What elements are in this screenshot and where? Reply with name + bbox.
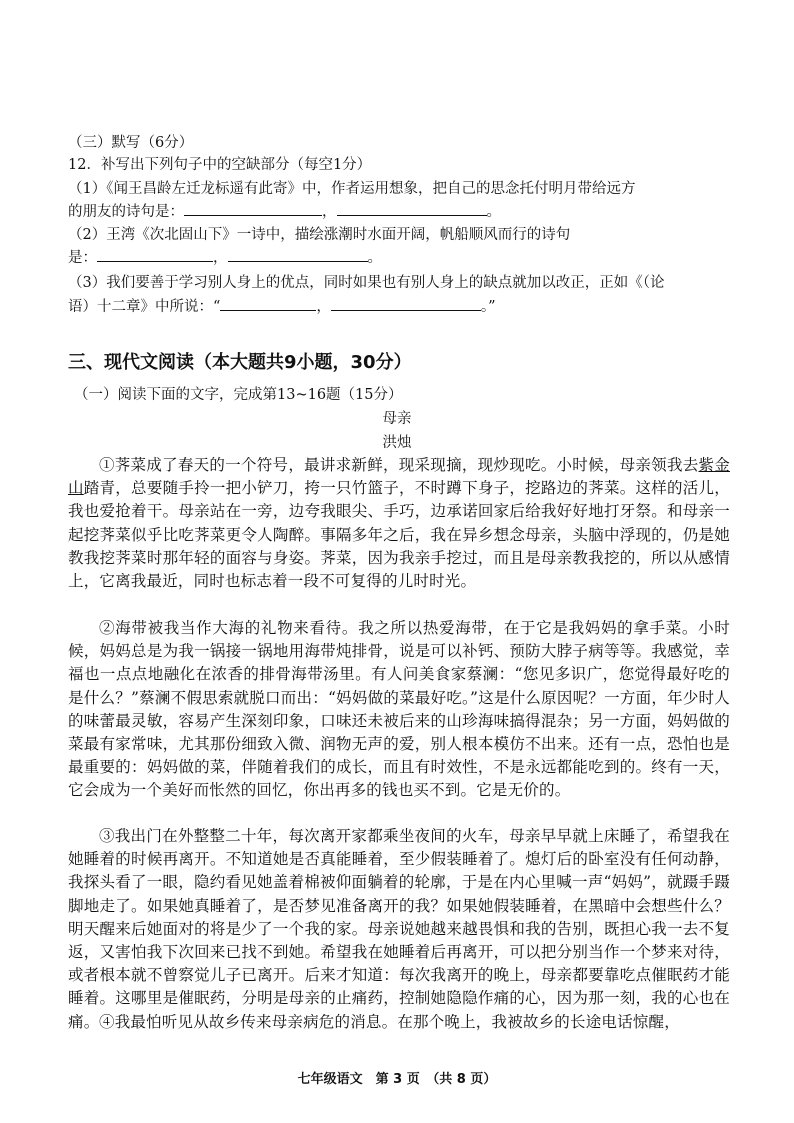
paragraph-2: ②海带被我当作大海的礼物来看待。我之所以热爱海带，在于它是我妈妈的拿手菜。小时候，妈妈总是为我一锅接一锅地用海带炖排骨，说是可以补钙、预防大脖子病等等。我感觉，幸福也一点点地融化在浓香的排骨海带汤里。有人问美食家蔡澜：“您见多识广，您觉得最好吃的是什么？”蔡澜不假思索就脱口而出：“妈妈做的菜最好吃。”这是什么原因呢？一方面，年少时人的味蕾最灵敏，容易产生深刻印象，口味还未被后来的山珍海味搞得混杂；另一方面，妈妈做的菜最有家常味，尤其那份细致入微、润物无声的爱，别人根本模仿不出来。还有一点，恐怕也是最重要的：妈妈做的菜，伴随着我们的成长，而且有时效性，不是永远都能吃到的。终有一天，它会成为一个美好而怅然的回忆，你出再多的钱也买不到。它是无价的。 bbox=[68, 619, 730, 800]
item3-line2 bbox=[68, 296, 728, 318]
comma: ， bbox=[322, 204, 337, 220]
article-author: 洪烛 bbox=[382, 435, 412, 451]
answer-blank[interactable] bbox=[97, 247, 213, 262]
reading-instruction: （一）阅读下面的文字，完成第13~16题（15分） bbox=[74, 387, 403, 403]
dictation-heading: （三）默写（6分） bbox=[68, 135, 194, 151]
item3-prompt: 语）十二章》中所说：“ bbox=[68, 299, 221, 315]
article-title: 母亲 bbox=[382, 411, 412, 427]
page-footer: 七年级语文 第 3 页 （共 8 页） bbox=[297, 1072, 497, 1087]
section-title: 三、现代文阅读（本大题共9小题，30分） bbox=[68, 352, 412, 373]
paragraph-1 bbox=[68, 454, 730, 593]
item2-line1: （2）王湾《次北固山下》一诗中，描绘涨潮时水面开阔，帆船顺风而行的诗句 bbox=[68, 227, 571, 243]
item2-prompt: 是： bbox=[68, 250, 97, 266]
period: 。 bbox=[486, 204, 501, 220]
answer-blank[interactable] bbox=[337, 201, 487, 216]
paragraph-4: ④我最怕听见从故乡传来母亲病危的消息。在那个晚上，我被故乡的长途电话惊醒， bbox=[99, 1013, 680, 1031]
item2-line2 bbox=[68, 247, 728, 269]
close-quote: 。” bbox=[480, 299, 496, 315]
place-name: 紫金山 bbox=[68, 456, 730, 498]
paragraph-1-start: ①荠菜成了春天的一个符号，最讲求新鲜，现采现摘，现炒现吃。小时候，母亲领我去 bbox=[99, 456, 699, 474]
paragraph-1-rest: 踏青，总要随手拎一把小铲刀，挎一只竹篮子，不时蹲下身子，挖路边的荠菜。这样的活儿，我也爱抢着干。母亲站在一旁，边夸我眼尖、手巧，边承诺回家后给我好好地打牙祭。和母亲一起挖荠菜似乎比吃荠菜更令人陶醉。事隔多年之后，我在异乡想念母亲，头脑中浮现的，仍是她教我挖荠菜时那年轻的面容与身姿。荠菜，因为我亲手挖过，而且是母亲教我挖的，所以从感情上，它离我最近，同时也标志着一段不可复得的儿时时光。 bbox=[68, 479, 730, 591]
item3-line1: （3）我们要善于学习别人身上的优点，同时如果也有别人身上的缺点就加以改正，正如《（论 bbox=[68, 275, 665, 291]
comma: ， bbox=[316, 299, 331, 315]
answer-blank[interactable] bbox=[228, 247, 368, 262]
item1-prompt: 的朋友的诗句是： bbox=[68, 204, 184, 220]
answer-blank[interactable] bbox=[331, 296, 481, 311]
paragraph-3: ③我出门在外整整二十年，每次离开家都乘坐夜间的火车，母亲早早就上床睡了，希望我在她睡着的时候再离开。不知道她是否真能睡着，至少假装睡着了。熄灯后的卧室没有任何动静，我探头看了一眼，隐约看见她盖着棉被仰面躺着的轮廓，于是在内心里喊一声“妈妈”，就蹑手蹑脚地走了。如果她真睡着了，是否梦见准备离开的我？如果她假装睡着，在黑暗中会想些什么？明天醒来后她面对的将是少了一个我的家。母亲说她越来越畏惧和我的告别，既担心我一去不复返，又害怕我下次回来已找不到她。希望我在她睡着后再离开，可以把分别当作一个梦来对待，或者根本就不曾察觉儿子已离开。后来才知道：每次我离开的晚上，母亲都要靠吃点催眠药才能睡着。这哪里是催眠药，分明是母亲的止痛药，控制她隐隐作痛的心，因为那一刻，我的心也在痛。 bbox=[68, 827, 730, 1031]
period: 。 bbox=[367, 250, 382, 266]
question-12: 12．补写出下列句子中的空缺部分（每空1分） bbox=[68, 157, 372, 173]
answer-blank[interactable] bbox=[184, 201, 322, 216]
comma: ， bbox=[213, 250, 228, 266]
item1-line1: （1）《闻王昌龄左迁龙标遥有此寄》中，作者运用想象，把自己的思念托付明月带给远方 bbox=[68, 181, 636, 197]
item1-line2 bbox=[68, 201, 728, 223]
answer-blank[interactable] bbox=[220, 296, 316, 311]
